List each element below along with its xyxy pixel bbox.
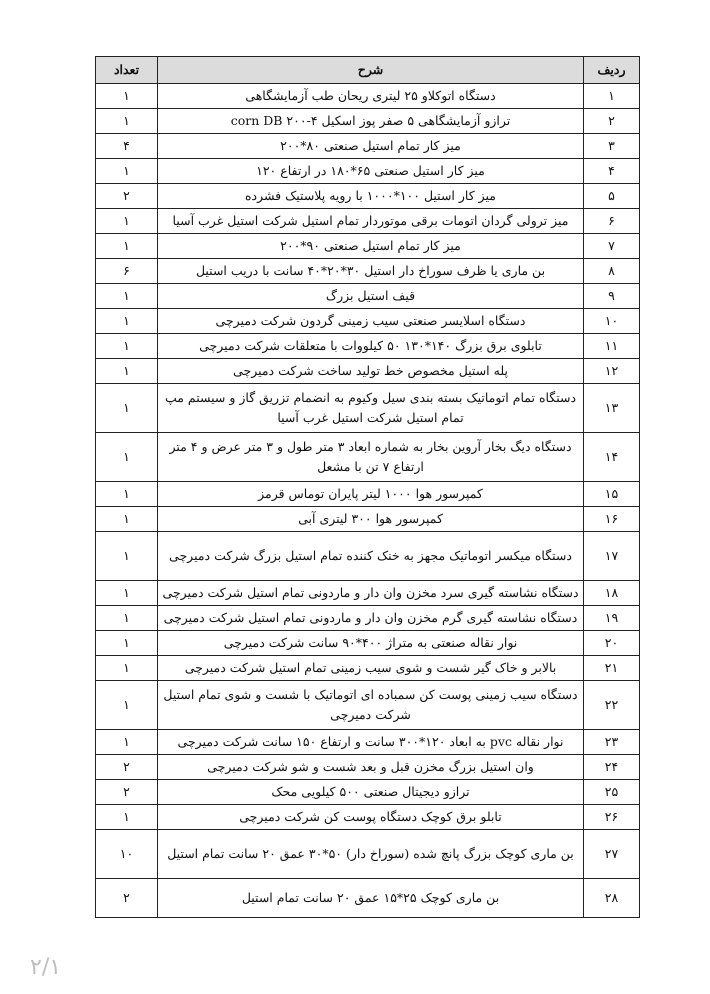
row-description: دستگاه اتوکلاو ۲۵ لیتری ریحان طب آزمایشگاهی (158, 84, 584, 109)
page-number: ۲/۱ (30, 955, 62, 980)
row-index: ۲۸ (584, 879, 640, 918)
row-index: ۱۱ (584, 334, 640, 359)
table-row (96, 606, 640, 631)
table-row (96, 532, 640, 581)
row-quantity: ۱ (96, 581, 158, 606)
row-description: دستگاه دیگ بخار آروین بخار به شماره ابعاد ۳ متر طول و ۳ متر عرض و ۴ متر ارتفاع ۷ تن با مشعل (158, 433, 584, 482)
row-description: بن ماری کوچک ۲۵*۱۵ عمق ۲۰ سانت تمام استیل (158, 879, 584, 918)
row-index: ۱۳ (584, 384, 640, 433)
row-index: ۱۴ (584, 433, 640, 482)
row-quantity: ۴ (96, 134, 158, 159)
row-quantity: ۱ (96, 507, 158, 532)
row-description: بن ماری کوچک بزرگ پانچ شده (سوراخ دار) ۵۰*۳۰ عمق ۲۰ سانت تمام استیل (158, 830, 584, 879)
row-quantity: ۱ (96, 532, 158, 581)
row-index: ۲۴ (584, 755, 640, 780)
table-row (96, 234, 640, 259)
table-row (96, 482, 640, 507)
row-description: میز کار استیل صنعتی ۶۵*۱۸۰ در ارتفاع ۱۲۰ (158, 159, 584, 184)
row-description: میز کار تمام استیل صنعتی ۹۰*۲۰۰ (158, 234, 584, 259)
table-row (96, 84, 640, 109)
row-quantity: ۱ (96, 234, 158, 259)
row-index: ۲۳ (584, 730, 640, 755)
row-description: دستگاه نشاسته گیری گرم مخزن وان دار و ماردونی تمام استیل شرکت دمیرچی (158, 606, 584, 631)
row-quantity: ۱ (96, 805, 158, 830)
row-quantity: ۲ (96, 755, 158, 780)
equipment-table (95, 56, 640, 918)
row-quantity: ۲ (96, 780, 158, 805)
table-row (96, 780, 640, 805)
table-row (96, 656, 640, 681)
row-description: نوار نقاله صنعتی به متراژ ۴۰۰*۹۰ سانت شرکت دمیرچی (158, 631, 584, 656)
header-description: شرح (158, 57, 584, 84)
row-quantity: ۱ (96, 359, 158, 384)
table-row (96, 334, 640, 359)
table-row (96, 507, 640, 532)
row-index: ۳ (584, 134, 640, 159)
row-quantity: ۱ (96, 681, 158, 730)
row-index: ۱۷ (584, 532, 640, 581)
row-quantity: ۱ (96, 384, 158, 433)
row-quantity: ۱۰ (96, 830, 158, 879)
row-quantity: ۱ (96, 730, 158, 755)
row-index: ۲۰ (584, 631, 640, 656)
row-description: دستگاه میکسر اتوماتیک مجهز به خنک کننده تمام استیل بزرگ شرکت دمیرچی (158, 532, 584, 581)
row-description: تابلوی برق بزرگ ۱۴۰*۱۳۰ ۵۰ کیلووات با متعلقات شرکت دمیرچی (158, 334, 584, 359)
row-index: ۱۶ (584, 507, 640, 532)
row-description: میز ترولی گردان اتومات برقی موتوردار تمام استیل شرکت استیل غرب آسیا (158, 209, 584, 234)
row-quantity: ۱ (96, 656, 158, 681)
row-index: ۲۵ (584, 780, 640, 805)
row-quantity: ۲ (96, 184, 158, 209)
row-index: ۸ (584, 259, 640, 284)
table-row (96, 259, 640, 284)
row-index: ۲۲ (584, 681, 640, 730)
row-quantity: ۱ (96, 109, 158, 134)
row-index: ۹ (584, 284, 640, 309)
row-index: ۱۹ (584, 606, 640, 631)
table-row (96, 134, 640, 159)
table-header-row (96, 57, 640, 84)
table-row (96, 879, 640, 918)
table-row (96, 631, 640, 656)
table-row (96, 309, 640, 334)
row-quantity: ۱ (96, 482, 158, 507)
row-index: ۵ (584, 184, 640, 209)
table-row (96, 681, 640, 730)
table-row (96, 184, 640, 209)
table-row (96, 755, 640, 780)
row-quantity: ۱ (96, 309, 158, 334)
row-description: میز کار تمام استیل صنعتی ۸۰*۲۰۰ (158, 134, 584, 159)
row-description: نوار نقاله pvc به ابعاد ۱۲۰*۳۰۰ سانت و ارتفاع ۱۵۰ سانت شرکت دمیرچی (158, 730, 584, 755)
row-index: ۴ (584, 159, 640, 184)
row-index: ۲۱ (584, 656, 640, 681)
table-row (96, 159, 640, 184)
row-quantity: ۱ (96, 284, 158, 309)
row-description: دستگاه سیب زمینی پوست کن سمباده ای اتوماتیک با شست و شوی تمام استیل شرکت دمیرچی (158, 681, 584, 730)
table-row (96, 284, 640, 309)
table-body (96, 84, 640, 918)
row-index: ۱۸ (584, 581, 640, 606)
row-description: قیف استیل بزرگ (158, 284, 584, 309)
table-row (96, 433, 640, 482)
row-quantity: ۱ (96, 606, 158, 631)
row-index: ۲۷ (584, 830, 640, 879)
row-description: بن ماری یا ظرف سوراخ دار استیل ۳۰*۲۰*۴۰ سانت با دریب استیل (158, 259, 584, 284)
row-index: ۲ (584, 109, 640, 134)
row-description: کمپرسور هوا ۱۰۰۰ لیتر پایران توماس قرمز (158, 482, 584, 507)
row-description: میز کار استیل ۱۰۰*۱۰۰۰ با رویه پلاستیک فشرده (158, 184, 584, 209)
row-quantity: ۱ (96, 159, 158, 184)
table-row (96, 830, 640, 879)
row-description: بالابر و خاک گیر شست و شوی سیب زمینی تمام استیل شرکت دمیرچی (158, 656, 584, 681)
row-quantity: ۱ (96, 334, 158, 359)
row-description: ترازو آزمایشگاهی ۵ صفر پوز اسکیل ۴-۲۰۰ corn DB (158, 109, 584, 134)
row-description: تابلو برق کوچک دستگاه پوست کن شرکت دمیرچی (158, 805, 584, 830)
row-index: ۱ (584, 84, 640, 109)
row-quantity: ۱ (96, 631, 158, 656)
row-index: ۲۶ (584, 805, 640, 830)
row-index: ۶ (584, 209, 640, 234)
row-description: وان استیل بزرگ مخزن قبل و بعد شست و شو شرکت دمیرچی (158, 755, 584, 780)
row-description: دستگاه تمام اتوماتیک بسته بندی سیل وکیوم به انضمام تزریق گاز و سیستم مپ تمام استیل شرکت استیل غرب آسیا (158, 384, 584, 433)
header-quantity: تعداد (96, 57, 158, 84)
row-quantity: ۱ (96, 433, 158, 482)
table-row (96, 730, 640, 755)
header-index: ردیف (584, 57, 640, 84)
row-description: کمپرسور هوا ۳۰۰ لیتری آبی (158, 507, 584, 532)
row-description: دستگاه اسلایسر صنعتی سیب زمینی گردون شرکت دمیرچی (158, 309, 584, 334)
row-description: پله استیل مخصوص خط تولید ساخت شرکت دمیرچی (158, 359, 584, 384)
row-index: ۱۲ (584, 359, 640, 384)
table-row (96, 209, 640, 234)
row-index: ۱۰ (584, 309, 640, 334)
row-index: ۱۵ (584, 482, 640, 507)
table-row (96, 359, 640, 384)
row-quantity: ۱ (96, 84, 158, 109)
row-description: ترازو دیجیتال صنعتی ۵۰۰ کیلویی محک (158, 780, 584, 805)
table-row (96, 805, 640, 830)
row-quantity: ۱ (96, 209, 158, 234)
table-row (96, 581, 640, 606)
row-quantity: ۲ (96, 879, 158, 918)
row-description: دستگاه نشاسته گیری سرد مخزن وان دار و ماردونی تمام استیل شرکت دمیرچی (158, 581, 584, 606)
row-quantity: ۶ (96, 259, 158, 284)
table-row (96, 109, 640, 134)
table-row (96, 384, 640, 433)
row-index: ۷ (584, 234, 640, 259)
